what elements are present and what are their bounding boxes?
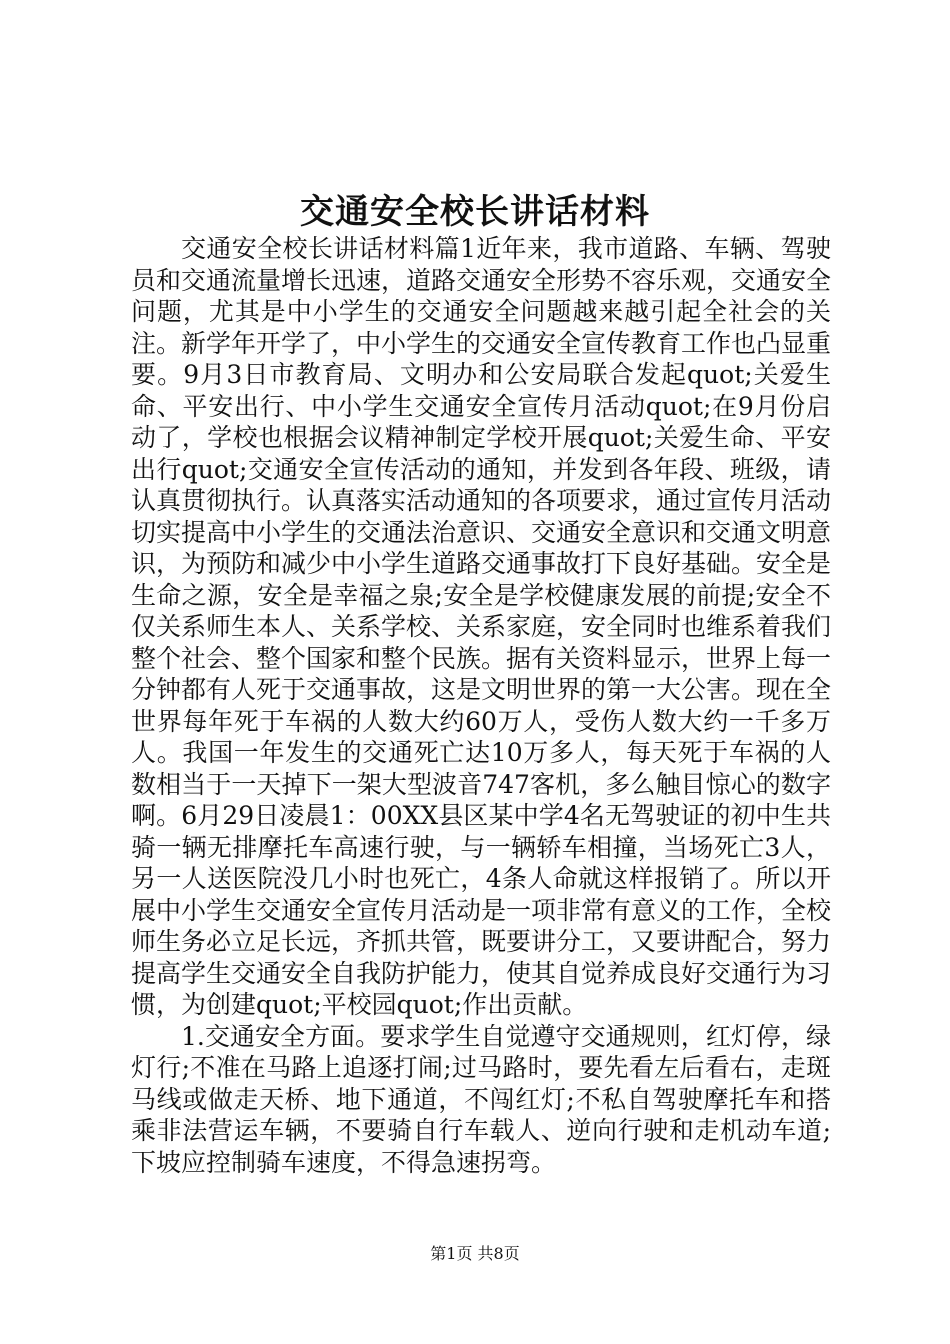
paragraph-2: 1.交通安全方面。要求学生自觉遵守交通规则，红灯停，绿灯行;不准在马路上追逐打闹;过马路时，要先看左后看右，走斑马线或做走天桥、地下通道，不闯红灯;不私自驾驶摩托车和搭乘非法营运车辆，不要骑自行车载人、逆向行驶和走机动车道;下坡应控制骑车速度，不得急速拐弯。 (131, 1021, 831, 1177)
paragraph-1: 交通安全校长讲话材料篇1近年来，我市道路、车辆、驾驶员和交通流量增长迅速，道路交通安全形势不容乐观，交通安全问题，尤其是中小学生的交通安全问题越来越引起全社会的关注。新学年开学了，中小学生的交通安全宣传教育工作也凸显重要。9月3日市教育局、文明办和公安局联合发起quot;关爱生命、平安出行、中小学生交通安全宣传月活动quot;在9月份启动了，学校也根据会议精神制定学校开展quot;关爱生命、平安出行quot;交通安全宣传活动的通知，并发到各年段、班级，请认真贯彻执行。认真落实活动通知的各项要求，通过宣传月活动切实提高中小学生的交通法治意识、交通安全意识和交通文明意识，为预防和减少中小学生道路交通事故打下良好基础。安全是生命之源，安全是幸福之泉;安全是学校健康发展的前提;安全不仅关系师生本人、关系学校、关系家庭，安全同时也维系着我们整个社会、整个国家和整个民族。据有关资料显示，世界上每一分钟都有人死于交通事故，这是文明世界的第一大公害。现在全世界每年死于车祸的人数大约60万人，受伤人数大约一千多万人。我国一年发生的交通死亡达10万多人，每天死于车祸的人数相当于一天掉下一架大型波音747客机，多么触目惊心的数字啊。6月29日凌晨1：00XX县区某中学4名无驾驶证的初中生共骑一辆无排摩托车高速行驶，与一辆轿车相撞，当场死亡3人，另一人送医院没几小时也死亡，4条人命就这样报销了。所以开展中小学生交通安全宣传月活动是一项非常有意义的工作，全校师生务必立足长远，齐抓共管，既要讲分工，又要讲配合，努力提高学生交通安全自我防护能力，使其自觉养成良好交通行为习惯，为创建quot;平校园quot;作出贡献。 (131, 234, 832, 1019)
page-footer: 第1页 共8页 (430, 1244, 520, 1263)
document-title: 交通安全校长讲话材料 (300, 192, 650, 232)
document-body (131, 233, 831, 1178)
